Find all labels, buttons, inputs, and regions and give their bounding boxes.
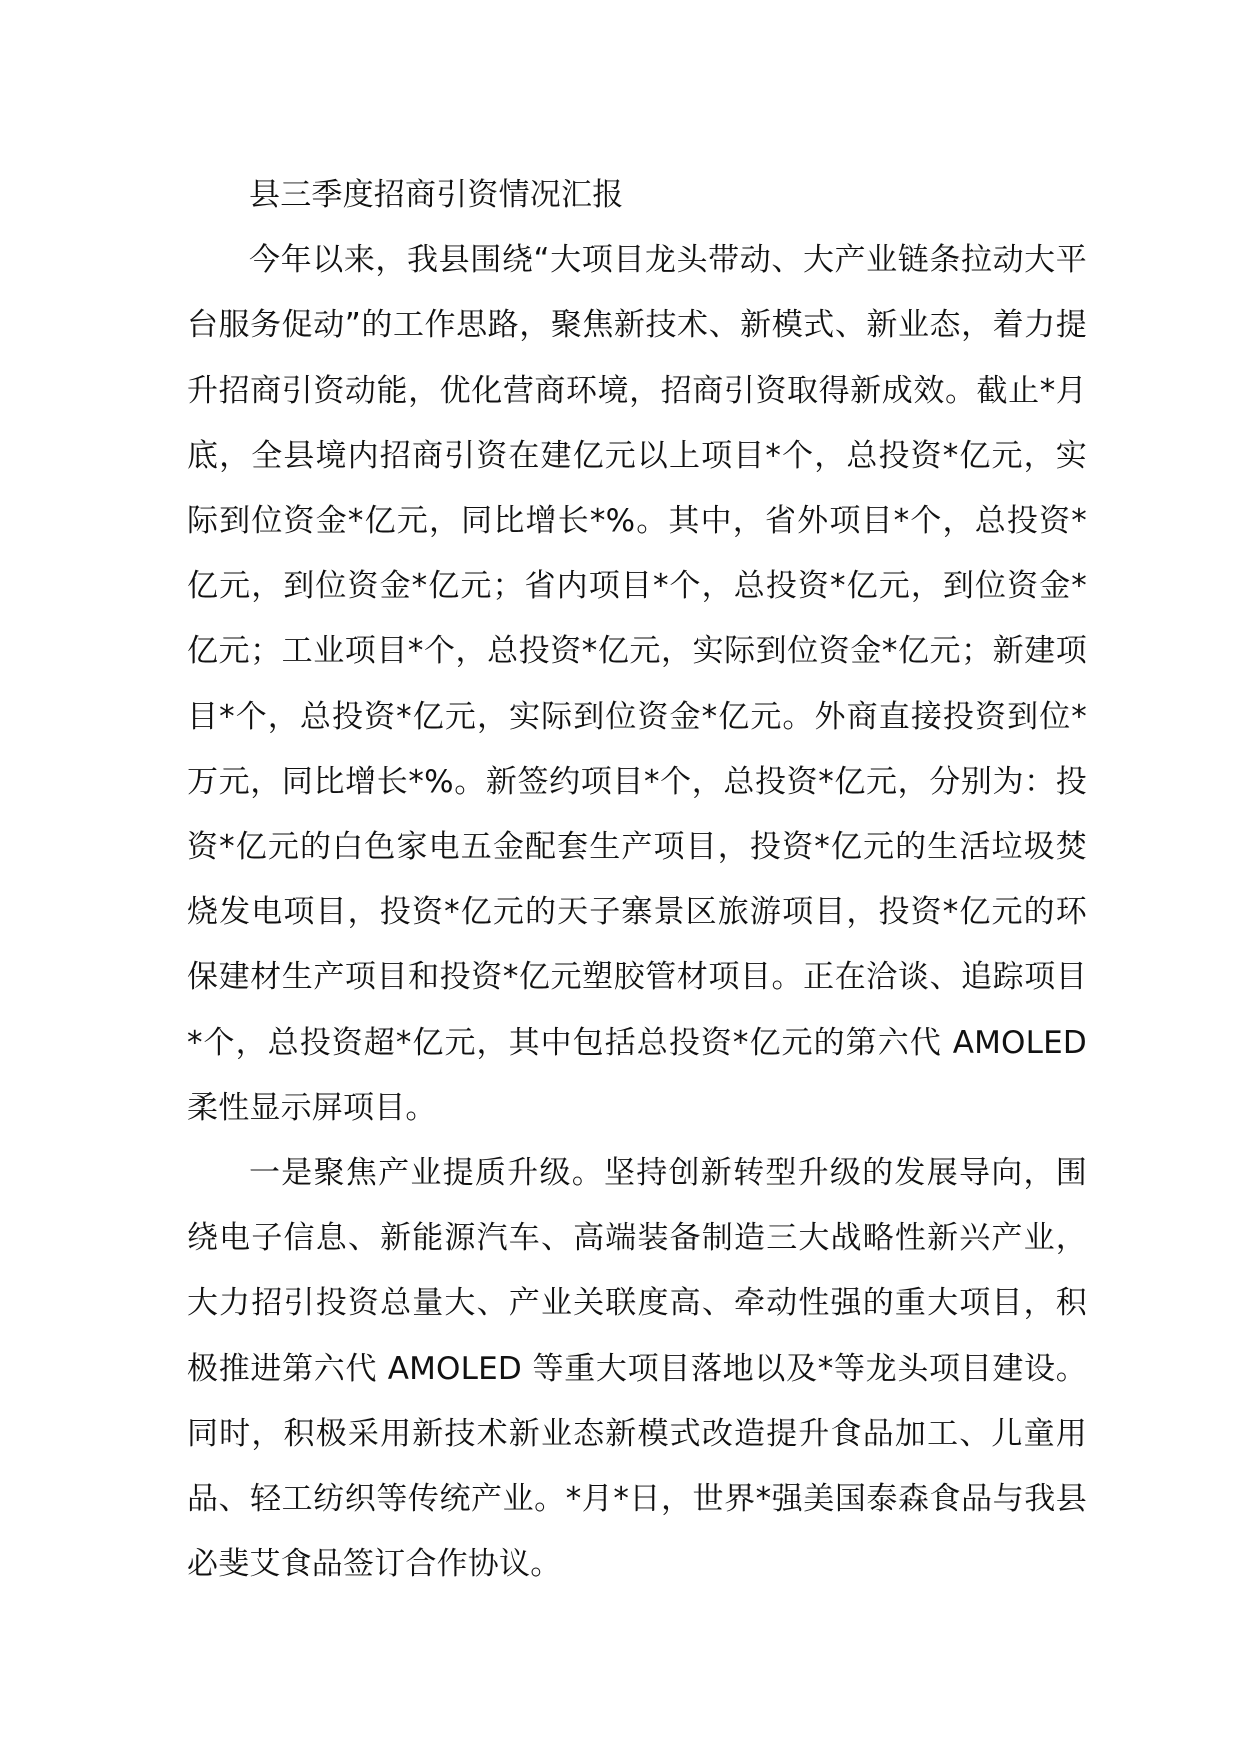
paragraph-industry-upgrade: 一是聚焦产业提质升级。坚持创新转型升级的发展导向，围绕电子信息、新能源汽车、高端装备制造三大战略性新兴产业，大力招引投资总量大、产业关联度高、牵动性强的重大项目，积极推进第六代 AMOLED 等重大项目落地以及*等龙头项目建设。同时，积极采用新技术新业态新模式改造提升食品加工、儿童用品、轻工纺织等传统产业。*月*日，世界*强美国泰森食品与我县必斐艾食品签订合作协议。 bbox=[187, 1155, 1087, 1583]
paragraph-overview: 今年以来，我县围绕“大项目龙头带动、大产业链条拉动大平台服务促动”的工作思路，聚焦新技术、新模式、新业态，着力提升招商引资动能，优化营商环境，招商引资取得新成效。截止*月底，全县境内招商引资在建亿元以上项目*个，总投资*亿元，实际到位资金*亿元，同比增长*%。其中，省外项目*个，总投资*亿元，到位资金*亿元；省内项目*个，总投资*亿元，到位资金*亿元；工业项目*个，总投资*亿元，实际到位资金*亿元；新建项目*个，总投资*亿元，实际到位资金*亿元。外商直接投资到位*万元，同比增长*%。新签约项目*个，总投资*亿元，分别为：投资*亿元的白色家电五金配套生产项目，投资*亿元的生活垃圾焚烧发电项目，投资*亿元的天子寨景区旅游项目，投资*亿元的环保建材生产项目和投资*亿元塑胶管材项目。正在洽谈、追踪项目*个，总投资超*亿元，其中包括总投资*亿元的第六代 AMOLED 柔性显示屏项目。 bbox=[187, 242, 1087, 1126]
document-body bbox=[187, 163, 1087, 1597]
document-title: 县三季度招商引资情况汇报 bbox=[249, 177, 624, 213]
